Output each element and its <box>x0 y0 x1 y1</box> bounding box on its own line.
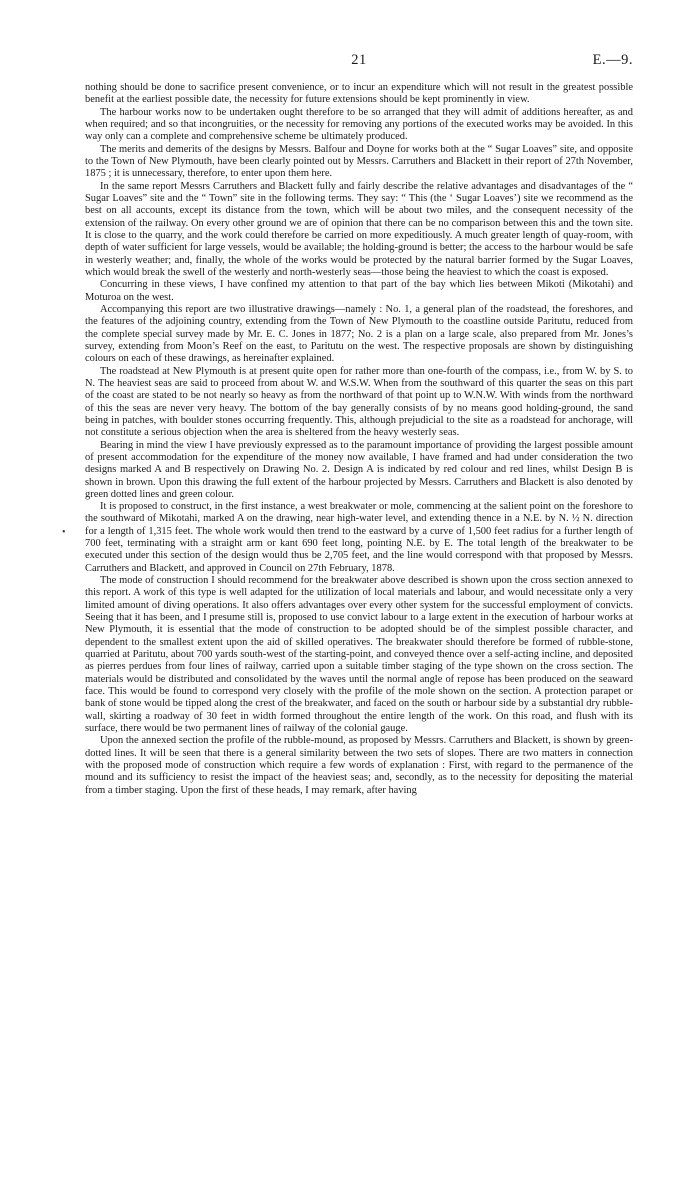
paragraph: Upon the annexed section the profile of the rubble-mound, as proposed by Messrs. Carruthers and Blackett, is shown by green-dotted lines. It will be seen that there is a general similarity between the two sets of slopes. There are two matters in connection with the proposed mode of construction which require a few words of explanation : First, with regard to the permanence of the mound and its sufficiency to resist the impact of the heaviest seas; and, secondly, as to the necessity for depositing the material from a timber staging. Upon the first of these heads, I may remark, after having <box>85 735 633 796</box>
paragraph: Bearing in mind the view I have previously expressed as to the paramount importance of providing the largest possible amount of present accommodation for the expenditure of the money now available, I have framed and had under consideration the two designs marked A and B respectively on Drawing No. 2. Design A is indicated by red colour and red lines, whilst Design B is shown in brown. Upon this drawing the full extent of the harbour projected by Messrs. Carruthers and Blackett is also denoted by green dotted lines and green colour. <box>85 439 633 500</box>
paragraph: The harbour works now to be undertaken ought therefore to be so arranged that they will admit of additions hereafter, as and when required; and so that incongruities, or the necessity for removing any portions of the executed works may be avoided. In this way only can a complete and comprehensive scheme be ultimately produced. <box>85 106 633 143</box>
page-number: 21 <box>351 52 367 68</box>
document-reference: E.—9. <box>592 52 633 68</box>
page-header <box>85 52 633 72</box>
paragraph: The mode of construction I should recommend for the breakwater above described is shown upon the cross section annexed to this report. A work of this type is well adapted for the utilization of local materials and labour, and would necessitate only a very limited amount of diving operations. It also offers advantages over every other system for the successful employment of convicts. Seeing that it has been, and I presume still is, proposed to use convict labour to a large extent in the execution of harbour works at New Plymouth, it is essential that the mode of construction to be adopted should be of the simplest possible character, and dependent to the smallest extent upon the aid of skilled operatives. The breakwater should therefore be formed of rubble-stone, quarried at Paritutu, about 700 yards south-west of the starting-point, and conveyed thence over a self-acting incline, and deposited as pierres perdues from four lines of railway, carried upon a suitable timber staging of the type shown on the cross section. The materials would be distributed and consolidated by the waves until the normal angle of repose has been produced on the seaward face. This would be found to correspond very closely with the profile of the mole shown on the section. A protection parapet or bank of stone would be tipped along the crest of the breakwater, and faced on the south or harbour side by a substantial dry rubble-wall, skirting a roadway of 30 feet in width formed throughout the entire length of the work. On this road, and flush with its surface, there would be two permanent lines of railway of the colonial gauge. <box>85 575 633 735</box>
paragraph: It is proposed to construct, in the first instance, a west breakwater or mole, commencing at the salient point on the foreshore to the southward of Mikotahi, marked A on the drawing, near high-water level, and extending thence in a N.E. by N. ½ N. direction for a length of 1,315 feet. The whole work would then trend to the eastward by a curve of 1,500 feet radius for a further length of 700 feet, terminating with a straight arm or kant 690 feet long, pointing N.E. by E. The total length of the breakwater to be executed under this section of the design would thus be 2,705 feet, and the line would correspond with that proposed by Messrs. Carruthers and Blackett, and approved in Council on 27th February, 1878. <box>85 501 633 574</box>
paragraph: Concurring in these views, I have confined my attention to that part of the bay which lies between Mikoti (Mikotahi) and Moturoa on the west. <box>85 279 633 303</box>
paragraph: In the same report Messrs Carruthers and Blackett fully and fairly describe the relative advantages and disadvantages of the “ Sugar Loaves” site and the “ Town” site in the following terms. They say: “ This (the ‘ Sugar Loaves’) site we recommend as the best on all accounts, except its distance from the town, which will be about two miles, and the consequent necessity of the extension of the railway. On every other ground we are of opinion that there can be no comparison between this and the town site. It is close to the quarry, and the work could therefore be carried on more expeditiously. A much greater length of quay-room, with depth of water sufficient for large vessels, would be available; the holding-ground is better; the access to the harbour would be safe in westerly weather; and, finally, the whole of the works would be protected by the natural barrier formed by the Sugar Loaves, which would break the swell of the westerly and north-westerly seas—those being the heaviest to which the coast is exposed. <box>85 180 633 278</box>
paragraph: The roadstead at New Plymouth is at present quite open for rather more than one-fourth of the compass, i.e., from W. by S. to N. The heaviest seas are said to proceed from about W. and W.S.W. When from the southward of this quarter the seas on this part of the coast are stated to be not nearly so heavy as from the northward of that point up to W.N.W. With winds from the northward of this the seas are never very heavy. The bottom of the bay generally consists of by no means good holding-ground, the sand being in patches, with boulder stones occurring frequently. This, although prejudicial to the site as a roadstead for anchorage, will not constitute a serious objection when the area is sheltered from the heavy westerly seas. <box>85 365 633 439</box>
margin-mark: • <box>62 527 66 538</box>
paragraph: Accompanying this report are two illustrative drawings—namely : No. 1, a general plan of the roadstead, the foreshores, and the features of the adjoining country, extending from the Town of New Plymouth to the coastline outside Paritutu, reduced from the complete special survey made by Mr. E. C. Jones in 1877; No. 2 is a plan on a large scale, also prepared from Mr. Jones’s survey, extending from Moon’s Reef on the east, to Paritutu on the west. The respective proposals are shown by distinguishing colours on each of these drawings, as hereinafter explained. <box>85 303 633 365</box>
paragraph: The merits and demerits of the designs by Messrs. Balfour and Doyne for works both at the “ Sugar Loaves” site, and opposite to the Town of New Plymouth, have been clearly pointed out by Messrs. Carruthers and Blackett in their report of 27th November, 1875 ; it is unnecessary, therefore, to enter upon them here. <box>85 143 633 180</box>
paragraph: nothing should be done to sacrifice present convenience, or to incur an expenditure which will not result in the greatest possible benefit at the earliest possible date, the necessity for future extensions should be kept prominently in view. <box>85 82 633 106</box>
report-body <box>85 82 633 797</box>
